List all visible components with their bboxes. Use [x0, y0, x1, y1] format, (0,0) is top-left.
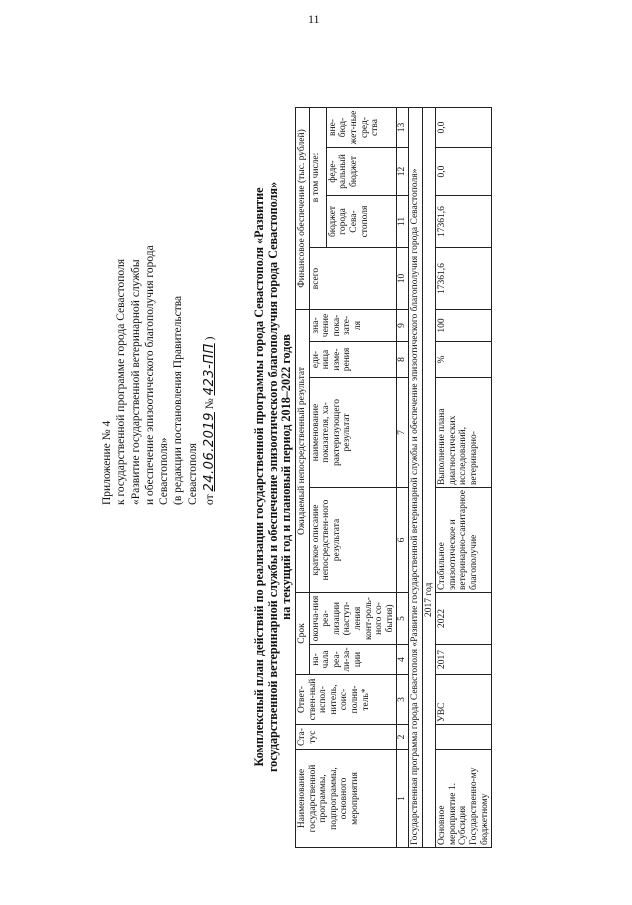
header-term: Срок: [296, 593, 310, 675]
number-prefix: №: [204, 398, 217, 410]
value-cell: 100: [436, 310, 492, 342]
program-row: [408, 108, 422, 848]
header-city-budget: бюджет города Сева-стополя: [326, 196, 397, 248]
indicator-cell: Выполнение плана диагностических исследований, ветеринарно-: [436, 378, 492, 488]
date-prefix: от: [204, 494, 217, 505]
appendix-line: Севастополя»: [158, 437, 171, 505]
closing-paren: ): [204, 336, 217, 341]
header-unit: еди-ница изме-рения: [309, 342, 397, 378]
year-cell: 2017 год: [422, 108, 436, 848]
handwritten-date: 24.06.2019: [202, 412, 218, 492]
header-including: в том числе:: [309, 108, 326, 248]
header-indicator: наименование показателя, ха-рактеризующего результат: [309, 378, 397, 488]
appendix-line: и обеспечение эпизоотического благополучия города: [143, 245, 156, 505]
header-expected-result: Ожидаемый непосредственный результат: [296, 310, 310, 593]
header-extra-budget: вне-бюд-жет-ные сред-ства: [326, 108, 397, 148]
handwritten-number: 423-ПП: [202, 343, 218, 396]
header-end: оконча-ния реа-лизации (наступ-ления конт-роль-ного со-бытия): [309, 593, 397, 645]
column-number: 13: [397, 108, 409, 148]
action-plan-table: [295, 107, 492, 848]
year-row: [422, 108, 436, 848]
appendix-line: (в редакции постановления Правительства: [172, 295, 185, 505]
header-description: краткое описание непосредствен-ного результата: [309, 488, 397, 593]
header-start: на-чала реа-ли-за-ции: [309, 645, 397, 675]
header-total: всего: [309, 248, 397, 310]
city-budget-cell: 17361,6: [436, 196, 492, 248]
column-number: 4: [397, 645, 409, 675]
column-numbers-row: [397, 108, 409, 848]
column-number: 6: [397, 488, 409, 593]
header-row: [296, 108, 310, 848]
federal-budget-cell: 0,0: [436, 148, 492, 196]
appendix-date-line: [203, 85, 217, 505]
column-number: 3: [397, 675, 409, 725]
column-number: 1: [397, 750, 409, 848]
column-number: 11: [397, 196, 409, 248]
header-value: зна-чение пока-зате-ля: [309, 310, 397, 342]
title-line: на текущий год и плановый период 2018–2022 годов: [279, 334, 293, 620]
end-cell: 2022: [436, 593, 492, 645]
column-number: 2: [397, 725, 409, 750]
title-line: государственной ветеринарной службы и обеспечение эпизоотического благополучия города Севастополя»: [265, 181, 280, 773]
total-cell: 17361,6: [436, 248, 492, 310]
column-number: 8: [397, 342, 409, 378]
column-number: 5: [397, 593, 409, 645]
appendix-line: Севастополя: [186, 443, 199, 505]
program-title-cell: Государственная программа города Севастополя «Развитие государственной ветеринарной службы и обеспечение эпизоотического благополучия города Севастополя»: [408, 108, 422, 848]
column-number: 10: [397, 248, 409, 310]
header-finance: Финансовое обеспечение (тыс. рублей): [296, 108, 310, 310]
executor-cell: УВС: [436, 675, 492, 725]
column-number: 7: [397, 378, 409, 488]
column-number: 9: [397, 310, 409, 342]
title-line: Комплексный план действий по реализации государственной программы города Севастополя «Развитие: [252, 187, 266, 767]
status-cell: [436, 725, 492, 750]
header-executor: Ответ-ствен-ный испол-нитель, соис-полни-тель*: [296, 675, 397, 725]
description-cell: Стабильное эпизоотическое и ветеринарно-санитарное благополучие: [436, 488, 492, 593]
table-row: [436, 108, 492, 848]
header-federal-budget: феде-ральный бюджет: [326, 148, 397, 196]
document-title: [253, 77, 294, 877]
appendix-block: [100, 85, 217, 505]
header-program-name: Наименование государственной программы, подпрограммы, основного мероприятия: [296, 750, 397, 848]
appendix-line: «Развитие государственной ветеринарной службы: [129, 259, 142, 505]
page-number: 11: [308, 12, 320, 26]
extra-budget-cell: 0,0: [436, 108, 492, 148]
column-number: 12: [397, 148, 409, 196]
appendix-line: Приложение № 4: [101, 420, 113, 505]
start-cell: 2017: [436, 645, 492, 675]
measure-name-cell: Основное мероприятие 1. Субсидия Государственно-му бюджетному: [436, 750, 492, 848]
header-status: Ста-тус: [296, 725, 397, 750]
appendix-line: к государственной программе города Севастополя: [115, 258, 128, 505]
unit-cell: %: [436, 342, 492, 378]
